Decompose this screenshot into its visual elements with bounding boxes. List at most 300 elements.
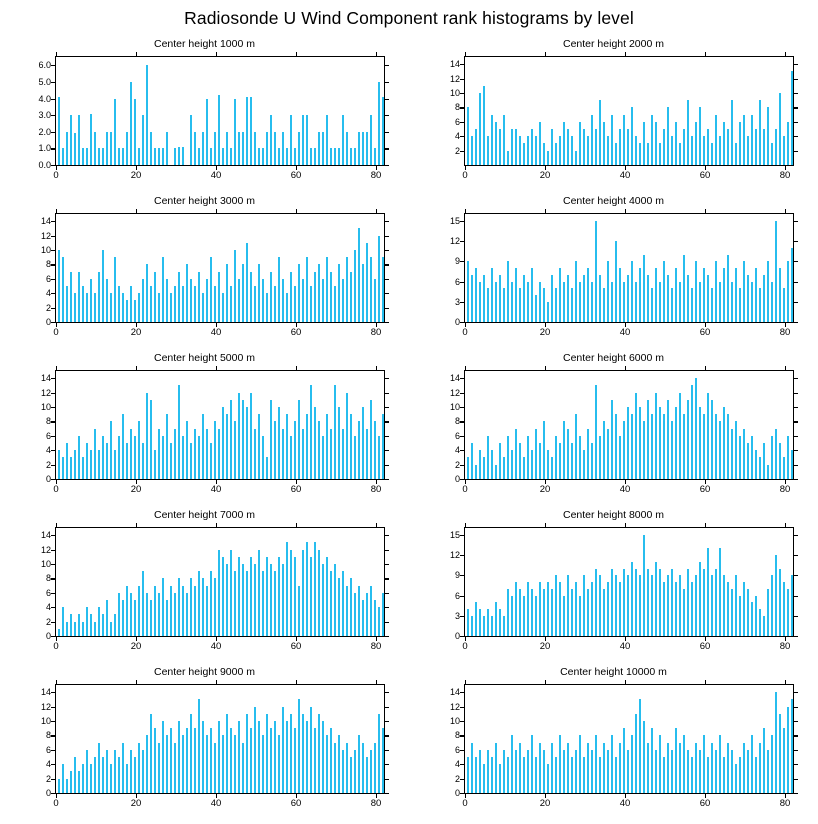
y-tick-mark (51, 378, 55, 379)
histogram-bar (731, 750, 733, 793)
y-tick-label: 0 (45, 631, 51, 641)
histogram-bar (563, 122, 565, 165)
y-tick-mark (51, 465, 55, 466)
y-tick-label: 8 (454, 730, 460, 741)
y-tick-label: 4 (45, 759, 51, 770)
page-title: Radiosonde U Wind Component rank histograms by level (184, 8, 634, 28)
histogram-bar (206, 99, 208, 165)
y-tick-label: 6.0 (38, 60, 51, 71)
y-tick-label: 6 (454, 744, 460, 755)
histogram-bar (194, 429, 196, 479)
y-tick-label: 0 (45, 474, 51, 484)
histogram-bar (475, 757, 477, 793)
histogram-bar (571, 136, 573, 165)
histogram-bar (302, 550, 304, 636)
histogram-bar (322, 132, 324, 165)
histogram-bar (278, 148, 280, 165)
x-tick-label: 60 (290, 170, 302, 181)
histogram-bar (266, 132, 268, 165)
histogram-bar (258, 414, 260, 479)
histogram-bar (274, 132, 276, 165)
histogram-bar (687, 569, 689, 637)
histogram-bar (555, 143, 557, 165)
histogram-bar (126, 764, 128, 793)
histogram-bar (282, 564, 284, 636)
y-tick-label: 0 (45, 317, 51, 327)
y-tick-mark-right (385, 82, 389, 83)
y-tick-label: 6 (45, 273, 51, 284)
histogram-bar (607, 429, 609, 479)
histogram-bar (342, 429, 344, 479)
y-tick-mark (460, 479, 464, 480)
y-tick-mark (51, 436, 55, 437)
x-tick-mark-top (56, 523, 57, 527)
histogram-bar (559, 582, 561, 636)
histogram-bar (595, 569, 597, 637)
chart-panel (409, 38, 818, 195)
histogram-bar (543, 421, 545, 479)
histogram-bar (246, 407, 248, 479)
x-tick-mark-top (785, 209, 786, 213)
histogram-bar (130, 593, 132, 636)
y-tick-mark-right (385, 622, 389, 623)
histogram-bar (150, 400, 152, 479)
histogram-bar (687, 275, 689, 322)
histogram-bar (350, 757, 352, 793)
histogram-bar (170, 586, 172, 636)
histogram-bar (527, 282, 529, 323)
histogram-bar (182, 147, 184, 165)
x-tick-label: 0 (53, 327, 59, 338)
y-tick-mark-right (794, 450, 798, 451)
x-tick-label: 20 (130, 798, 142, 809)
histogram-bar (711, 143, 713, 165)
y-tick-label: 15 (449, 215, 460, 226)
histogram-bar (559, 443, 561, 479)
histogram-bar (178, 721, 180, 793)
x-tick-label: 0 (53, 170, 59, 181)
histogram-bar (122, 600, 124, 636)
x-tick-mark (56, 480, 57, 484)
y-tick-mark-right (794, 793, 798, 794)
histogram-bar (627, 750, 629, 793)
chart-panel (409, 195, 818, 352)
x-tick-mark (785, 166, 786, 170)
x-tick-mark-top (625, 523, 626, 527)
histogram-bar (683, 129, 685, 165)
x-tick-label: 40 (210, 170, 222, 181)
x-tick-mark-top (705, 523, 706, 527)
histogram-bar (254, 286, 256, 322)
y-tick-label: 1.0 (38, 143, 51, 154)
x-tick-mark (545, 323, 546, 327)
histogram-bar (551, 275, 553, 322)
histogram-bar (250, 393, 252, 479)
x-tick-label: 60 (699, 484, 711, 495)
histogram-bar (779, 443, 781, 479)
x-tick-mark (625, 480, 626, 484)
x-tick-mark-top (376, 523, 377, 527)
histogram-bar (715, 115, 717, 165)
x-tick-mark (56, 637, 57, 641)
histogram-bar (599, 275, 601, 322)
histogram-bar (555, 436, 557, 479)
x-tick-mark (376, 166, 377, 170)
bar-series (56, 685, 384, 793)
histogram-bar (82, 286, 84, 322)
y-tick-mark (460, 793, 464, 794)
x-tick-mark (296, 480, 297, 484)
histogram-bar (499, 609, 501, 636)
histogram-bar (338, 264, 340, 322)
x-tick-mark-top (705, 366, 706, 370)
y-tick-mark-right (794, 241, 798, 242)
y-tick-label: 8 (45, 573, 51, 584)
x-tick-label: 40 (619, 484, 631, 495)
y-tick-label: 12 (449, 701, 460, 712)
histogram-bar (78, 115, 80, 165)
histogram-bar (727, 414, 729, 479)
histogram-bar (475, 268, 477, 322)
histogram-bar (350, 578, 352, 636)
histogram-bar (306, 721, 308, 793)
histogram-bar (523, 457, 525, 479)
y-tick-mark-right (794, 596, 798, 597)
y-tick-mark-right (385, 479, 389, 480)
histogram-bar (783, 728, 785, 793)
histogram-bar (559, 735, 561, 793)
histogram-bar (479, 609, 481, 636)
histogram-bar (647, 400, 649, 479)
histogram-bar (775, 129, 777, 165)
histogram-bar (755, 268, 757, 322)
histogram-bar (495, 465, 497, 479)
panel-grid (0, 38, 818, 824)
histogram-bar (210, 443, 212, 479)
histogram-bar (699, 407, 701, 479)
y-tick-mark (51, 622, 55, 623)
y-tick-mark-right (794, 692, 798, 693)
histogram-bar (655, 750, 657, 793)
histogram-bar (58, 250, 60, 322)
plot-area (464, 684, 794, 794)
histogram-bar (210, 571, 212, 636)
histogram-bar (270, 272, 272, 322)
histogram-bar (74, 133, 76, 165)
histogram-bar (350, 272, 352, 322)
histogram-bar (114, 750, 116, 793)
y-tick-mark (460, 136, 464, 137)
histogram-bar (282, 429, 284, 479)
histogram-bar (126, 132, 128, 165)
histogram-bar (286, 148, 288, 165)
histogram-bar (471, 136, 473, 165)
x-tick-label: 20 (539, 327, 551, 338)
histogram-bar (378, 607, 380, 636)
histogram-bar (202, 414, 204, 479)
histogram-bar (567, 275, 569, 322)
histogram-bar (707, 548, 709, 636)
histogram-bar (214, 286, 216, 322)
histogram-bar (591, 582, 593, 636)
x-tick-mark (136, 166, 137, 170)
histogram-bar (358, 586, 360, 636)
histogram-bar (567, 575, 569, 636)
x-tick-mark-top (705, 52, 706, 56)
histogram-bar (282, 132, 284, 165)
y-tick-mark-right (794, 107, 798, 108)
histogram-bar (130, 750, 132, 793)
histogram-bar (142, 571, 144, 636)
histogram-bar (759, 609, 761, 636)
x-tick-mark-top (136, 209, 137, 213)
panel-title: Center height 3000 m (154, 195, 255, 207)
histogram-bar (330, 571, 332, 636)
histogram-bar (194, 586, 196, 636)
y-tick-mark (51, 750, 55, 751)
histogram-bar (290, 550, 292, 636)
y-tick-label: 0 (454, 631, 460, 641)
chart-panel (0, 195, 409, 352)
histogram-bar (278, 557, 280, 636)
y-tick-mark (51, 308, 55, 309)
histogram-bar (314, 728, 316, 793)
histogram-bar (603, 288, 605, 322)
histogram-bar (583, 275, 585, 322)
histogram-bar (619, 268, 621, 322)
x-tick-mark (545, 480, 546, 484)
histogram-bar (266, 457, 268, 479)
histogram-bar (623, 728, 625, 793)
y-tick-mark (51, 735, 55, 736)
y-tick-mark (51, 165, 55, 166)
y-tick-label: 6 (454, 116, 460, 127)
histogram-bar (719, 136, 721, 165)
x-tick-mark (216, 166, 217, 170)
histogram-bar (210, 257, 212, 322)
x-tick-mark-top (296, 209, 297, 213)
y-tick-mark-right (794, 575, 798, 576)
histogram-bar (250, 557, 252, 636)
y-tick-label: 0 (454, 317, 460, 327)
x-tick-mark (376, 794, 377, 798)
histogram-bar (190, 279, 192, 322)
histogram-bar (587, 589, 589, 636)
histogram-bar (703, 268, 705, 322)
x-tick-label: 40 (210, 641, 222, 652)
histogram-bar (362, 264, 364, 322)
histogram-bar (519, 743, 521, 793)
histogram-bar (499, 275, 501, 322)
x-tick-mark (56, 794, 57, 798)
histogram-bar (358, 132, 360, 165)
histogram-bar (639, 268, 641, 322)
histogram-bar (543, 750, 545, 793)
y-tick-mark-right (385, 793, 389, 794)
y-tick-label: 2 (454, 145, 460, 156)
x-tick-label: 20 (130, 484, 142, 495)
histogram-bar (178, 385, 180, 479)
y-tick-label: 14 (40, 530, 51, 541)
histogram-bar (555, 575, 557, 636)
histogram-bar (679, 575, 681, 636)
histogram-bar (551, 457, 553, 479)
plot-area (464, 527, 794, 637)
y-tick-label: 2 (454, 773, 460, 784)
histogram-bar (302, 115, 304, 165)
histogram-bar (198, 148, 200, 165)
x-tick-label: 40 (619, 641, 631, 652)
histogram-bar (767, 261, 769, 322)
x-tick-mark-top (216, 52, 217, 56)
histogram-bar (695, 743, 697, 793)
y-tick-mark-right (385, 407, 389, 408)
histogram-bar (735, 421, 737, 479)
y-tick-label: 9 (454, 256, 460, 267)
histogram-bar (683, 255, 685, 323)
x-tick-mark (465, 166, 466, 170)
histogram-bar (146, 735, 148, 793)
histogram-bar (747, 443, 749, 479)
histogram-bar (294, 728, 296, 793)
histogram-bar (619, 436, 621, 479)
histogram-bar (270, 400, 272, 479)
histogram-bar (322, 721, 324, 793)
histogram-bar (491, 115, 493, 165)
y-tick-mark (460, 221, 464, 222)
histogram-bar (150, 600, 152, 636)
histogram-bar (310, 707, 312, 793)
histogram-bar (643, 122, 645, 165)
y-tick-mark-right (385, 436, 389, 437)
histogram-bar (378, 82, 380, 165)
histogram-bar (98, 607, 100, 636)
histogram-bar (70, 272, 72, 322)
histogram-bar (551, 129, 553, 165)
histogram-bar (547, 764, 549, 793)
histogram-bar (575, 414, 577, 479)
histogram-bar (114, 99, 116, 165)
histogram-bar (206, 279, 208, 322)
y-tick-mark-right (385, 393, 389, 394)
y-tick-label: 2 (454, 459, 460, 470)
histogram-bar (779, 93, 781, 165)
histogram-bar (547, 582, 549, 636)
histogram-bar (58, 779, 60, 793)
histogram-bar (366, 429, 368, 479)
histogram-bar (302, 429, 304, 479)
histogram-bar (587, 743, 589, 793)
y-tick-label: 14 (40, 373, 51, 384)
histogram-bar (250, 272, 252, 322)
histogram-bar (775, 221, 777, 322)
histogram-bar (190, 115, 192, 165)
y-tick-mark-right (794, 282, 798, 283)
histogram-bar (539, 743, 541, 793)
y-tick-mark-right (385, 378, 389, 379)
histogram-bar (599, 436, 601, 479)
histogram-bar (631, 107, 633, 165)
histogram-bar (362, 743, 364, 793)
histogram-bar (507, 261, 509, 322)
histogram-bar (631, 414, 633, 479)
histogram-bar (699, 562, 701, 636)
y-tick-label: 8 (45, 259, 51, 270)
y-tick-mark-right (385, 65, 389, 66)
histogram-bar (623, 569, 625, 637)
histogram-bar (234, 735, 236, 793)
histogram-bar (90, 450, 92, 479)
histogram-bar (330, 148, 332, 165)
histogram-bar (354, 750, 356, 793)
histogram-bar (210, 148, 212, 165)
histogram-bar (106, 279, 108, 322)
y-tick-label: 5.0 (38, 76, 51, 87)
histogram-bar (475, 465, 477, 479)
x-tick-mark-top (296, 523, 297, 527)
histogram-bar (571, 288, 573, 322)
histogram-bar (326, 115, 328, 165)
histogram-bar (370, 400, 372, 479)
panel-title: Center height 4000 m (563, 195, 664, 207)
x-tick-mark-top (136, 680, 137, 684)
histogram-bar (679, 393, 681, 479)
bar-series (56, 371, 384, 479)
histogram-bar (515, 582, 517, 636)
histogram-bar (723, 268, 725, 322)
histogram-bar (579, 282, 581, 323)
histogram-bar (118, 593, 120, 636)
histogram-bar (607, 582, 609, 636)
histogram-bar (723, 575, 725, 636)
histogram-bar (651, 728, 653, 793)
histogram-bar (595, 221, 597, 322)
x-tick-mark-top (465, 52, 466, 56)
histogram-bar (262, 735, 264, 793)
histogram-bar (711, 288, 713, 322)
histogram-bar (298, 264, 300, 322)
histogram-bar (286, 542, 288, 636)
x-tick-label: 0 (53, 484, 59, 495)
y-tick-label: 6 (454, 276, 460, 287)
y-tick-mark-right (794, 322, 798, 323)
x-tick-label: 80 (779, 170, 791, 181)
y-tick-mark-right (794, 93, 798, 94)
histogram-bar (671, 750, 673, 793)
histogram-bar (166, 735, 168, 793)
x-tick-label: 0 (462, 641, 468, 652)
histogram-bar (627, 275, 629, 322)
x-tick-label: 40 (619, 170, 631, 181)
y-tick-mark-right (385, 564, 389, 565)
histogram-bar (190, 443, 192, 479)
y-tick-mark-right (794, 721, 798, 722)
x-tick-mark (785, 480, 786, 484)
y-tick-mark (51, 132, 55, 133)
y-tick-mark-right (794, 764, 798, 765)
y-tick-mark (51, 99, 55, 100)
histogram-bar (471, 743, 473, 793)
x-tick-label: 0 (53, 641, 59, 652)
plot-area (464, 56, 794, 166)
y-tick-label: 0.0 (38, 160, 51, 170)
histogram-bar (70, 771, 72, 793)
histogram-bar (78, 771, 80, 793)
y-tick-label: 3 (454, 296, 460, 307)
histogram-bar (759, 288, 761, 322)
histogram-bar (354, 593, 356, 636)
histogram-bar (731, 282, 733, 323)
